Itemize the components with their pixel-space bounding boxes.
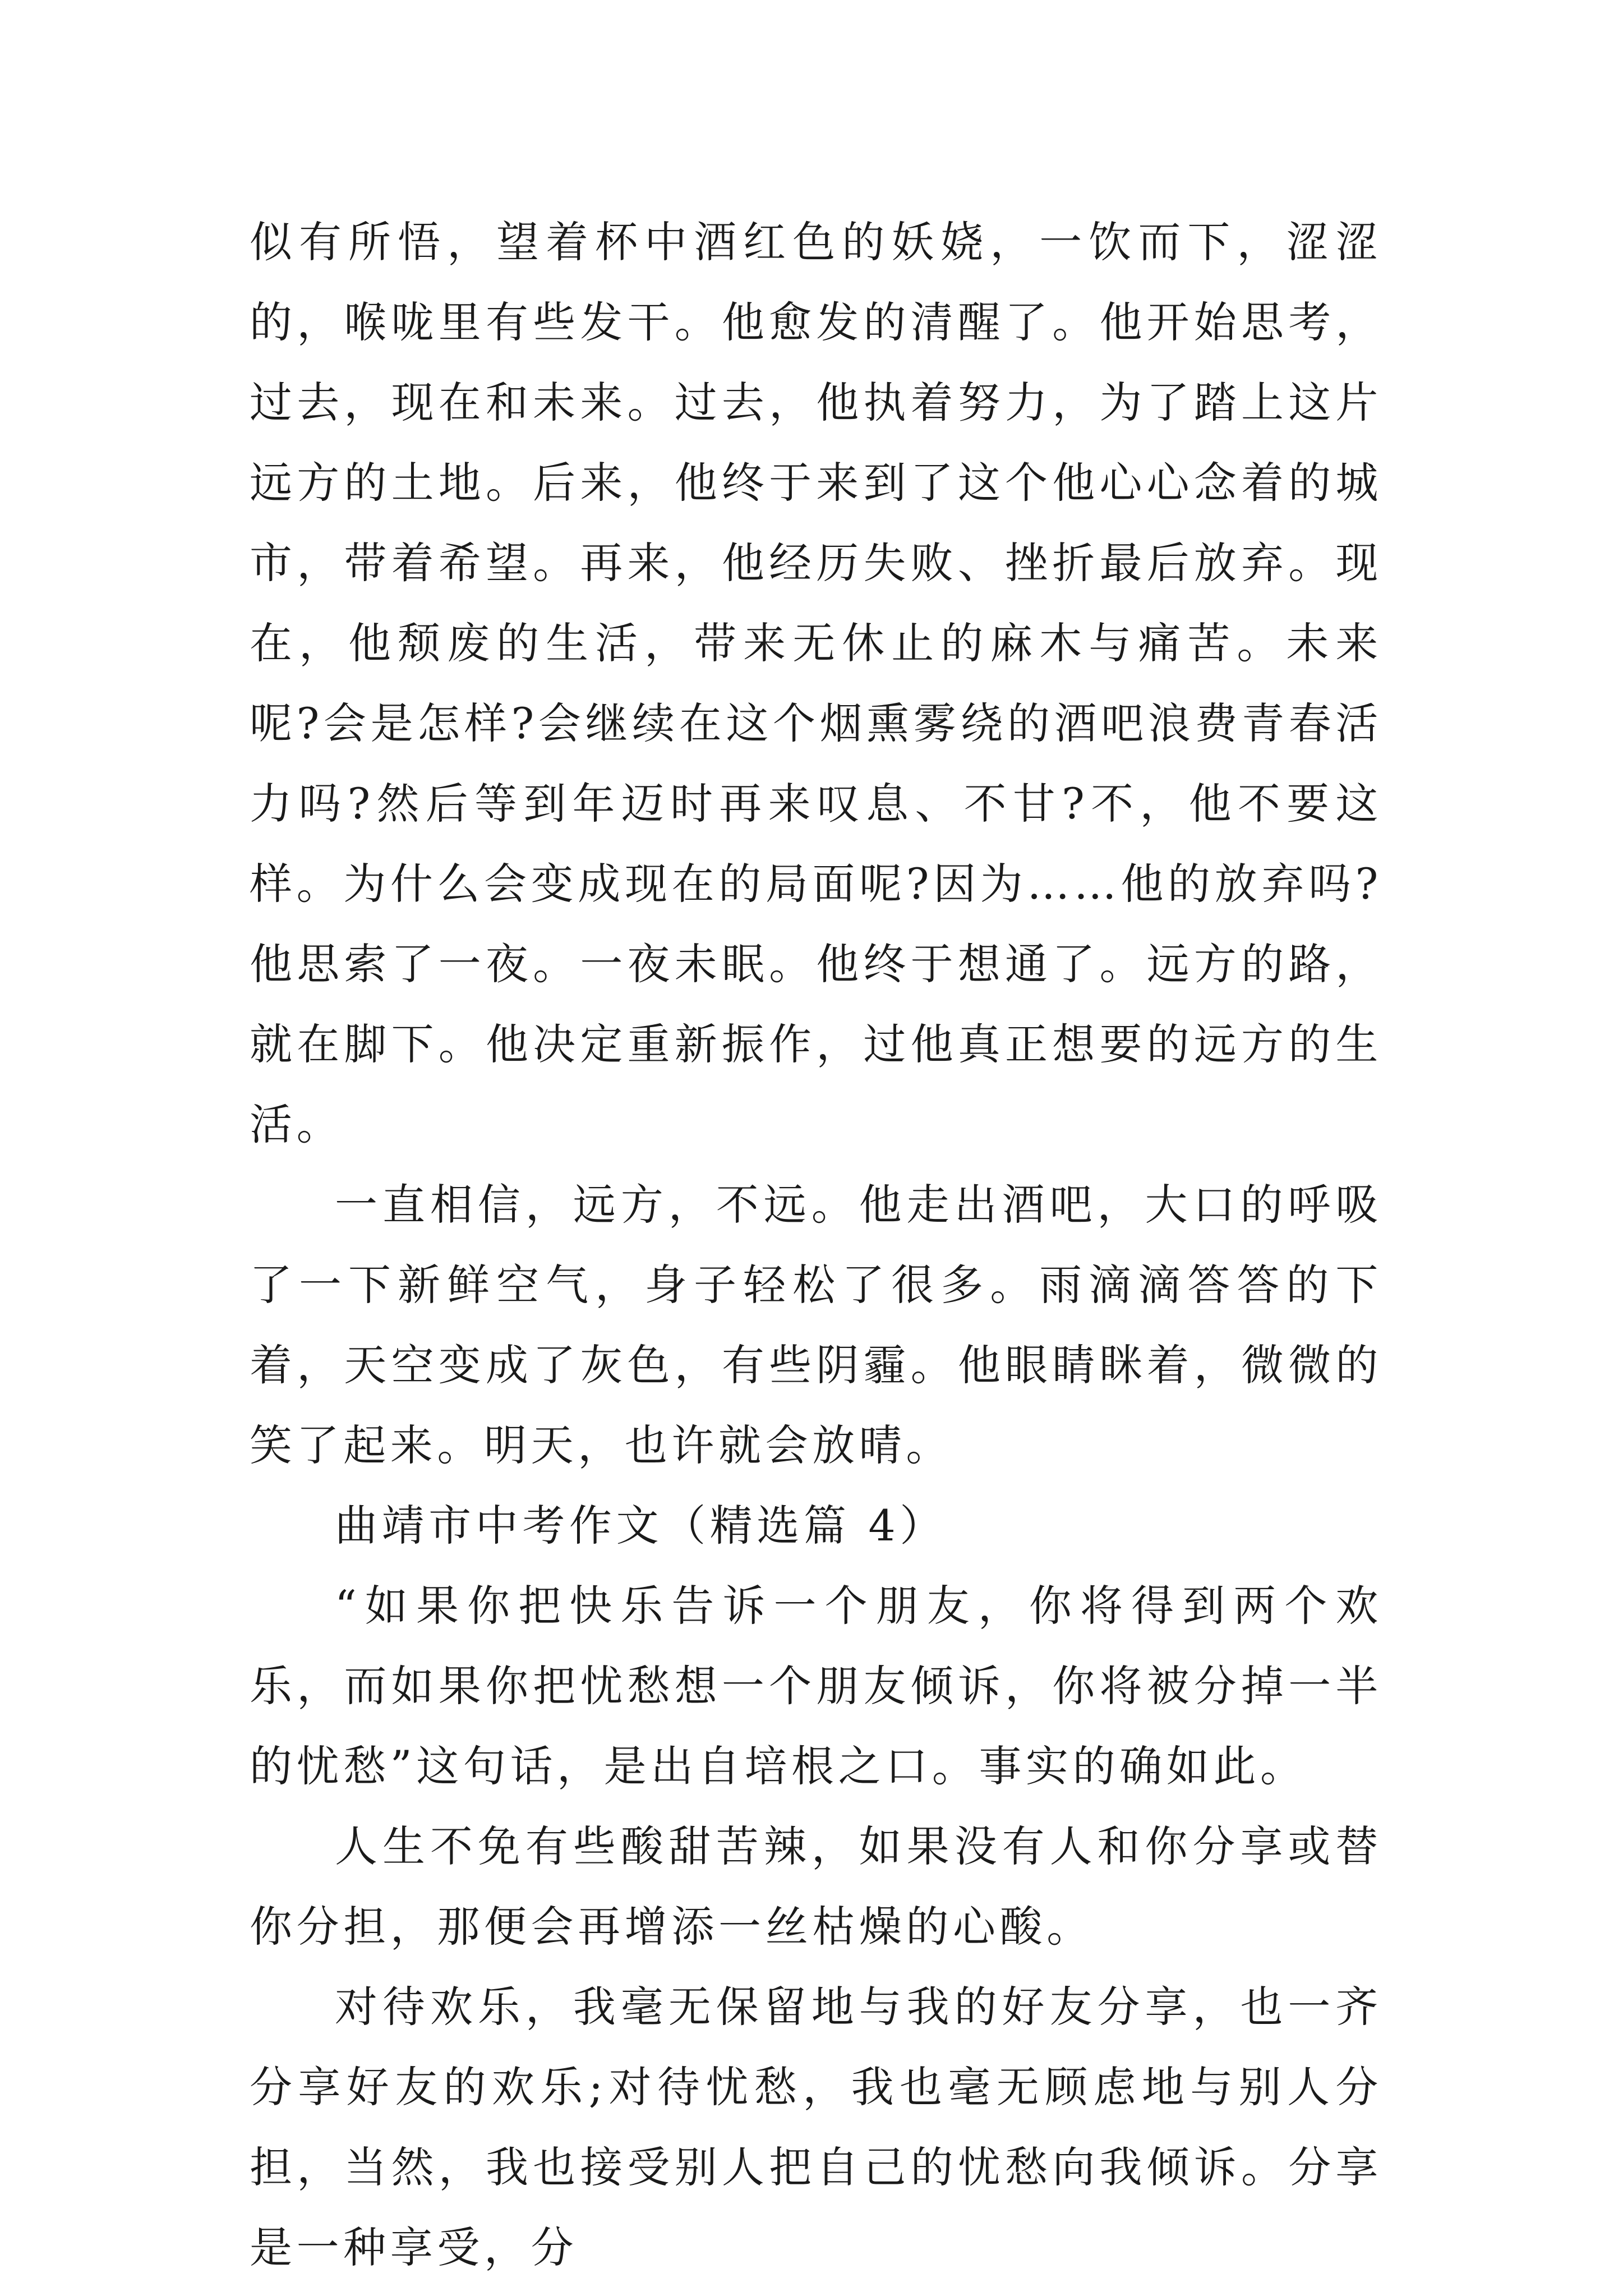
paragraph-5: 人生不免有些酸甜苦辣，如果没有人和你分享或替你分担，那便会再增添一丝枯燥的心酸。 [250,1821,1382,1952]
paragraph-1: 似有所悟，望着杯中酒红色的妖娆，一饮而下，涩涩的，喉咙里有些发干。他愈发的清醒了。他开始思考，过去，现在和未来。过去，他执着努力，为了踏上这片远方的土地。后来，他终于来到了这个他心心念着的城市，带着希望。再来，他经历失败、挫折最后放弃。现在，他颓废的生活，带来无休止的麻木与痛苦。未来呢?会是怎样?会继续在这个烟熏雾绕的酒吧浪费青春活力吗?然后等到年迈时再来叹息、不甘?不，他不要这样。为什么会变成现在的局面呢?因为……他的放弃吗?他思索了一夜。一夜未眠。他终于想通了。远方的路，就在脚下。他决定重新振作，过他真正想要的远方的生活。 [250,217,1382,1149]
body-text [250,202,1382,2288]
paragraph-4: “如果你把快乐告诉一个朋友，你将得到两个欢乐，而如果你把忧愁想一个朋友倾诉，你将被分掉一半的忧愁”这句话，是出自培根之口。事实的确如此。 [250,1581,1382,1791]
paragraph-6: 对待欢乐，我毫无保留地与我的好友分享，也一齐分享好友的欢乐;对待忧愁，我也毫无顾虑地与别人分担，当然，我也接受别人把自己的忧愁向我倾诉。分享是一种享受，分 [250,1982,1382,2272]
paragraph-2: 一直相信，远方，不远。他走出酒吧，大口的呼吸了一下新鲜空气，身子轻松了很多。雨滴滴答答的下着，天空变成了灰色，有些阴霾。他眼睛眯着，微微的笑了起来。明天，也许就会放晴。 [250,1180,1382,1470]
section-heading: 曲靖市中考作文（精选篇 4） [335,1501,947,1550]
